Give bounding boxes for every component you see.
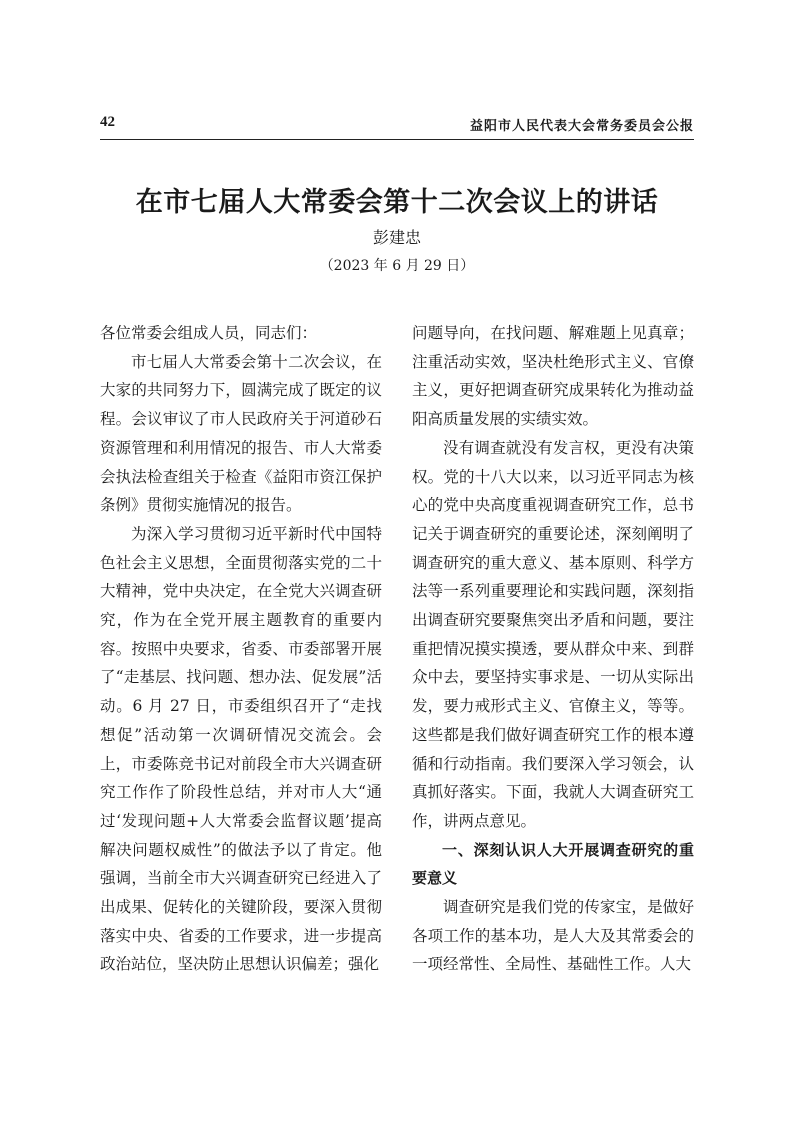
page-number: 42 [100, 114, 115, 130]
header-rule [100, 139, 694, 140]
paragraph: 调查研究是我们党的传家宝，是做好各项工作的基本功，是人大及其常委会的一项经常性、全局性、基础性工作。人大 [412, 898, 694, 974]
article-date: （2023 年 6 月 29 日） [319, 258, 475, 274]
paragraph: 为深入学习贯彻习近平新时代中国特色社会主义思想，全面贯彻落实党的二十大精神，党中央决定，在全党大兴调查研究，作为在全党开展主题教育的重要内容。按照中央要求，省委、市委部署开展了“走基层、找问题、想办法、促发展”活动。6 月 27 日，市委组织召开了“走找想促”活动第一次调研情况交流会。会上，市委陈竞书记对前段全市大兴调查研究工作作了阶段性总结，并对市人大“通过‘发现问题+人大常委会监督议题’提高解决问题权威性”的做法予以了肯定。他强调，当前全市大兴调查研究已经进入了出成果、促转化的关键阶段，要深入贯彻落实中央、省委的工作要求，进一步提高政治站位，坚决防止思想认识偏差；强化 [100, 524, 382, 974]
article-author: 彭建忠 [372, 228, 421, 247]
section-heading: 一、深刻认识人大开展调查研究的重要意义 [412, 840, 694, 888]
journal-title: 益阳市人民代表大会常务委员会公报 [469, 119, 694, 134]
paragraph: 没有调查就没有发言权，更没有决策权。党的十八大以来，以习近平同志为核心的党中央高度重视调查研究工作，总书记关于调查研究的重要论述，深刻阐明了调查研究的重大意义、基本原则、科学方法等一系列重要理论和实践问题，深刻指出调查研究要聚焦突出矛盾和问题，要注重把情况摸实摸透，要从群众中来、到群众中去，要坚持实事求是、一切从实际出发，要力戒形式主义、官僚主义，等等。这些都是我们做好调查研究工作的根本遵循和行动指南。我们要深入学习领会，认真抓好落实。下面，我就人大调查研究工作，讲两点意见。 [412, 438, 694, 830]
right-column [412, 319, 694, 979]
paragraph-continued: 问题导向，在找问题、解难题上见真章；注重活动实效，坚决杜绝形式主义、官僚主义，更好把调查研究成果转化为推动益阳高质量发展的实绩实效。 [412, 324, 694, 429]
salutation: 各位常委会组成人员，同志们： [100, 324, 318, 342]
article-title: 在市七届人大常委会第十二次会议上的讲话 [135, 187, 659, 218]
page-header [100, 114, 694, 136]
left-column [100, 319, 382, 979]
paragraph: 市七届人大常委会第十二次会议，在大家的共同努力下，圆满完成了既定的议程。会议审议了市人民政府关于河道砂石资源管理和利用情况的报告、市人大常委会执法检查组关于检查《益阳市资江保护条例》贯彻实施情况的报告。 [100, 352, 382, 515]
